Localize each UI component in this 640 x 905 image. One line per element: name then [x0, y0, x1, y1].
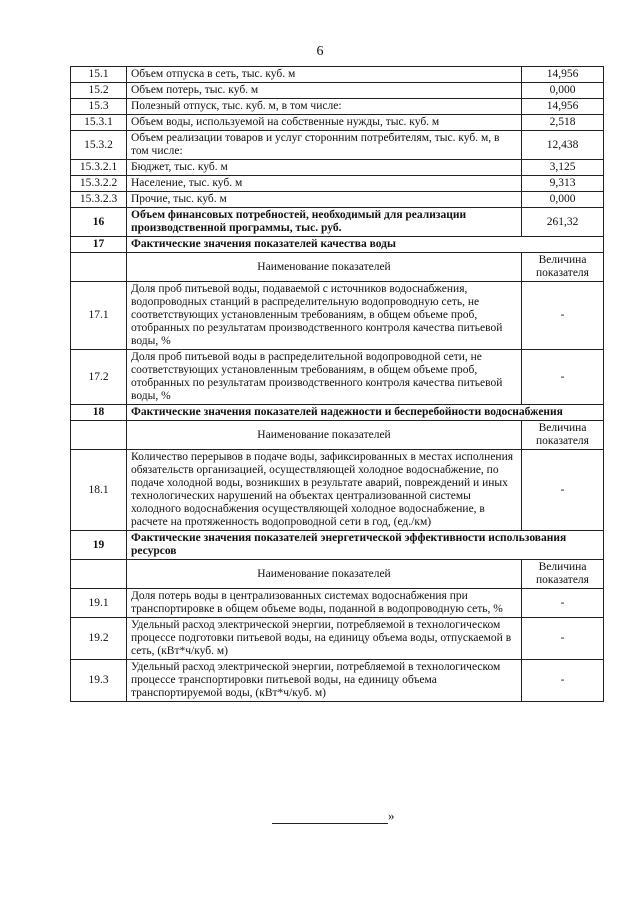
row-value: - [522, 350, 604, 405]
row-number: 19.2 [71, 618, 127, 660]
section-header-row [71, 531, 604, 560]
row-text: Доля проб питьевой воды, подаваемой с источников водоснабжения, водопроводных станций в распределительную водопроводную сеть, не соответствующих установленным требованиям, в общем объеме проб, отобранных по результатам производственного контроля качества питьевой воды, % [127, 282, 522, 350]
row-text: Удельный расход электрической энергии, потребляемой в технологическом процессе подготовки питьевой воды, на единицу объема воды, отпускаемой в сеть, (кВт*ч/куб. м) [127, 618, 522, 660]
row-value: - [522, 660, 604, 702]
table-row [71, 99, 604, 115]
section-number: 17 [71, 237, 127, 253]
table-row [71, 450, 604, 531]
row-value: 0,000 [522, 192, 604, 208]
row-number: 17.1 [71, 282, 127, 350]
row-text: Объем потерь, тыс. куб. м [127, 83, 522, 99]
column-header-row [71, 253, 604, 282]
row-number: 15.3.1 [71, 115, 127, 131]
blank-cell [71, 560, 127, 589]
row-number: 15.3 [71, 99, 127, 115]
row-number: 19.3 [71, 660, 127, 702]
row-value: 2,518 [522, 115, 604, 131]
column-header-value: Величина показателя [522, 253, 604, 282]
column-header-name: Наименование показателей [127, 560, 522, 589]
row-text: Бюджет, тыс. куб. м [127, 160, 522, 176]
row-value: 9,313 [522, 176, 604, 192]
column-header-row [71, 560, 604, 589]
section-header-row [71, 405, 604, 421]
table-row [71, 660, 604, 702]
page-number: 6 [316, 44, 324, 59]
row-value: 12,438 [522, 131, 604, 160]
row-text: Объем финансовых потребностей, необходимый для реализации производственной программы, тыс. руб. [127, 208, 522, 237]
row-value: - [522, 282, 604, 350]
row-number: 15.3.2.1 [71, 160, 127, 176]
column-header-value: Величина показателя [522, 560, 604, 589]
table-row [71, 115, 604, 131]
column-header-name: Наименование показателей [127, 253, 522, 282]
blank-cell [71, 253, 127, 282]
section-number: 19 [71, 531, 127, 560]
row-value: 0,000 [522, 83, 604, 99]
row-text: Объем воды, используемой на собственные нужды, тыс. куб. м [127, 115, 522, 131]
row-number: 15.3.2 [71, 131, 127, 160]
column-header-name: Наименование показателей [127, 421, 522, 450]
row-number: 16 [71, 208, 127, 237]
row-value: - [522, 589, 604, 618]
row-value: - [522, 450, 604, 531]
row-text: Объем отпуска в сеть, тыс. куб. м [127, 67, 522, 83]
table-row [71, 67, 604, 83]
row-number: 18.1 [71, 450, 127, 531]
row-number: 15.3.2.2 [71, 176, 127, 192]
row-value: - [522, 618, 604, 660]
row-text: Объем реализации товаров и услуг сторонним потребителям, тыс. куб. м, в том числе: [127, 131, 522, 160]
table-row [71, 83, 604, 99]
column-header-value: Величина показателя [522, 421, 604, 450]
section-title: Фактические значения показателей качества воды [127, 237, 604, 253]
table-row [71, 131, 604, 160]
row-text: Доля потерь воды в централизованных системах водоснабжения при транспортировке в общем объеме воды, поданной в водопроводную сеть, % [127, 589, 522, 618]
closing-mark [272, 808, 395, 824]
row-value: 3,125 [522, 160, 604, 176]
row-number: 15.3.2.3 [71, 192, 127, 208]
table-row-financial-needs [71, 208, 604, 237]
row-value: 261,32 [522, 208, 604, 237]
section-number: 18 [71, 405, 127, 421]
row-text: Удельный расход электрической энергии, потребляемой в технологическом процессе транспортировки питьевой воды, на единицу объема транспортируемой воды, (кВт*ч/куб. м) [127, 660, 522, 702]
row-number: 19.1 [71, 589, 127, 618]
row-number: 17.2 [71, 350, 127, 405]
indicators-table [70, 66, 604, 702]
row-text: Прочие, тыс. куб. м [127, 192, 522, 208]
table-row [71, 618, 604, 660]
row-text: Доля проб питьевой воды в распределительной водопроводной сети, не соответствующих установленным требованиям, в общем объеме проб, отобранных по результатам производственного контроля качества питьевой воды, % [127, 350, 522, 405]
column-header-row [71, 421, 604, 450]
row-text: Население, тыс. куб. м [127, 176, 522, 192]
table-row [71, 350, 604, 405]
section-header-row [71, 237, 604, 253]
row-number: 15.2 [71, 83, 127, 99]
section-title: Фактические значения показателей энергетической эффективности использования ресурсов [127, 531, 604, 560]
blank-cell [71, 421, 127, 450]
row-text: Количество перерывов в подаче воды, зафиксированных в местах исполнения обязательств организацией, осуществляющей холодное водоснабжение, по подаче холодной воды, возникших в результате аварий, повреждений и иных технологических нарушений на объектах централизованной системы холодного водоснабжения осуществляющей холодное водоснабжение, в расчете на протяженность водопроводной сети в год, (ед./км) [127, 450, 522, 531]
row-number: 15.1 [71, 67, 127, 83]
closing-quote: » [388, 808, 395, 823]
signature-line [272, 811, 388, 824]
row-value: 14,956 [522, 67, 604, 83]
table-row [71, 176, 604, 192]
table-row [71, 192, 604, 208]
row-value: 14,956 [522, 99, 604, 115]
table-row [71, 160, 604, 176]
table-row [71, 282, 604, 350]
table-row [71, 589, 604, 618]
row-text: Полезный отпуск, тыс. куб. м, в том числе: [127, 99, 522, 115]
section-title: Фактические значения показателей надежности и бесперебойности водоснабжения [127, 405, 604, 421]
